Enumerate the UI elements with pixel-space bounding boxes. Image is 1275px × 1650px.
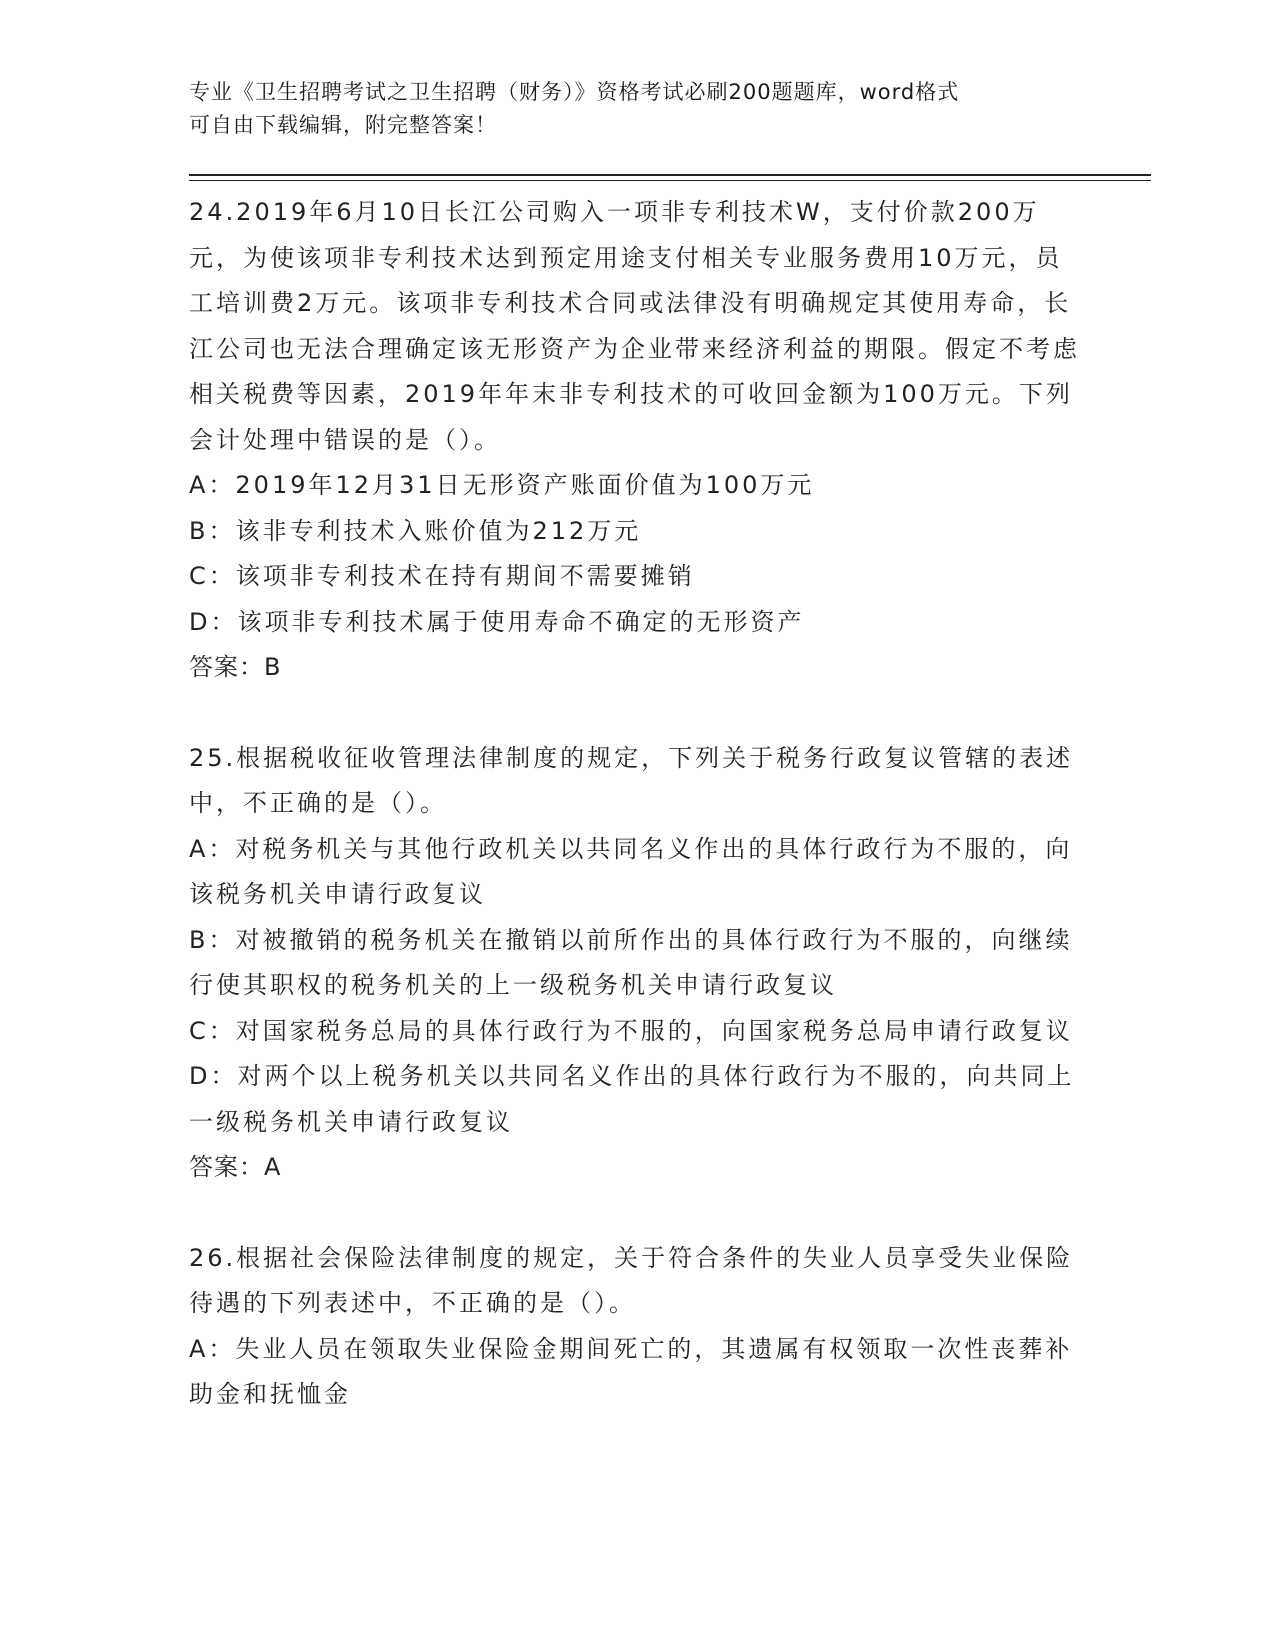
option-a: A：对税务机关与其他行政机关以共同名义作出的具体行政行为不服的，向该税务机关申请行政复议 [189,834,1073,908]
answer: 答案：A [189,1153,282,1181]
option-a: A：失业人员在领取失业保险金期间死亡的，其遗属有权领取一次性丧葬补助金和抚恤金 [189,1334,1073,1408]
option-c: C：对国家税务总局的具体行政行为不服的，向国家税务总局申请行政复议 [189,1016,1073,1045]
option-d: D：该项非专利技术属于使用寿命不确定的无形资产 [189,607,805,636]
option-b: B：该非专利技术入账价值为212万元 [189,516,642,545]
question-stem: 24.2019年6月10日长江公司购入一项非专利技术W，支付价款200万元，为使该项非专利技术达到预定用途支付相关专业服务费用10万元，员工培训费2万元。该项非专利技术合同或法律没有明确规定其使用寿命，长江公司也无法合理确定该无形资产为企业带来经济利益的期限。假定不考虑相关税费等因素，2019年年末非专利技术的可收回金额为100万元。下列会计处理中错误的是（）。 [189,198,1080,454]
question-24 [189,190,1089,691]
question-stem: 25.根据税收征收管理法律制度的规定，下列关于税务行政复议管辖的表述中，不正确的是（）。 [189,743,1074,817]
header-divider-thick [189,174,1151,176]
header-divider-thin [189,180,1151,181]
answer: 答案：B [189,653,282,681]
option-a: A：2019年12月31日无形资产账面价值为100万元 [189,471,815,499]
header-line-2: 可自由下载编辑，附完整答案！ [189,113,497,137]
question-list [189,190,1089,1418]
question-26 [189,1236,1089,1418]
option-d: D：对两个以上税务机关以共同名义作出的具体行政行为不服的，向共同上一级税务机关申请行政复议 [189,1062,1075,1136]
option-b: B：对被撤销的税务机关在撤销以前所作出的具体行政行为不服的，向继续行使其职权的税务机关的上一级税务机关申请行政复议 [189,925,1073,999]
question-stem: 26.根据社会保险法律制度的规定，关于符合条件的失业人员享受失业保险待遇的下列表述中，不正确的是（）。 [189,1243,1074,1317]
question-25 [189,736,1089,1191]
spacer [189,691,1089,736]
spacer [189,1191,1089,1236]
header-line-1: 专业《卫生招聘考试之卫生招聘（财务）》资格考试必刷200题题库，word格式 [189,80,960,104]
option-c: C：该项非专利技术在持有期间不需要摊销 [189,562,695,590]
document-header [189,76,1089,142]
